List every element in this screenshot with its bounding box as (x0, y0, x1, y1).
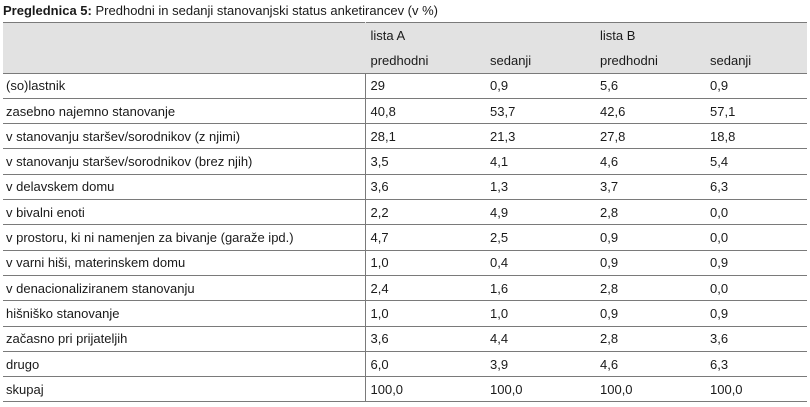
value-cell: 0,9 (705, 250, 807, 275)
value-cell: 0,9 (595, 225, 705, 250)
value-cell: 2,8 (595, 200, 705, 225)
value-cell: 3,6 (365, 174, 485, 199)
table-row (3, 301, 807, 326)
value-cell: 3,6 (705, 326, 807, 351)
table-row (3, 73, 807, 98)
value-cell: 29 (365, 73, 485, 98)
value-cell: 1,0 (365, 250, 485, 275)
value-cell: 0,9 (595, 301, 705, 326)
value-cell: 1,3 (485, 174, 595, 199)
value-cell: 4,4 (485, 326, 595, 351)
value-cell: 0,9 (595, 250, 705, 275)
row-label: (so)lastnik (3, 73, 365, 98)
value-cell: 0,9 (705, 73, 807, 98)
value-cell: 5,6 (595, 73, 705, 98)
value-cell: 100,0 (595, 377, 705, 402)
row-label: v varni hiši, materinskem domu (3, 250, 365, 275)
table-row (3, 351, 807, 376)
value-cell: 0,4 (485, 250, 595, 275)
header-group-a: lista A (365, 23, 485, 48)
row-label: v bivalni enoti (3, 200, 365, 225)
row-label: drugo (3, 351, 365, 376)
header-blank-cell (3, 23, 365, 48)
header-a-sedanji: sedanji (485, 48, 595, 73)
table-row (3, 275, 807, 300)
value-cell: 6,0 (365, 351, 485, 376)
table-row (3, 124, 807, 149)
value-cell: 4,9 (485, 200, 595, 225)
value-cell: 27,8 (595, 124, 705, 149)
value-cell: 4,6 (595, 351, 705, 376)
value-cell: 21,3 (485, 124, 595, 149)
value-cell: 6,3 (705, 174, 807, 199)
value-cell: 1,6 (485, 275, 595, 300)
value-cell: 2,4 (365, 275, 485, 300)
row-label: v prostoru, ki ni namenjen za bivanje (garaže ipd.) (3, 225, 365, 250)
header-row-sub (3, 48, 807, 73)
table-row (3, 377, 807, 402)
value-cell: 2,5 (485, 225, 595, 250)
value-cell: 3,9 (485, 351, 595, 376)
row-label: v stanovanju staršev/sorodnikov (z njimi) (3, 124, 365, 149)
table-row (3, 326, 807, 351)
value-cell: 6,3 (705, 351, 807, 376)
row-label: v denacionaliziranem stanovanju (3, 275, 365, 300)
value-cell: 4,7 (365, 225, 485, 250)
value-cell: 2,2 (365, 200, 485, 225)
table-caption (3, 3, 438, 19)
table-row (3, 225, 807, 250)
table-row (3, 174, 807, 199)
row-label: zasebno najemno stanovanje (3, 98, 365, 123)
header-blank-cell (3, 48, 365, 73)
row-label: skupaj (3, 377, 365, 402)
value-cell: 57,1 (705, 98, 807, 123)
value-cell: 0,0 (705, 225, 807, 250)
value-cell: 1,0 (485, 301, 595, 326)
value-cell: 53,7 (485, 98, 595, 123)
value-cell: 4,1 (485, 149, 595, 174)
value-cell: 0,9 (705, 301, 807, 326)
caption-label: Preglednica 5: (3, 3, 92, 18)
value-cell: 2,8 (595, 326, 705, 351)
value-cell: 3,6 (365, 326, 485, 351)
status-table (3, 22, 807, 402)
value-cell: 40,8 (365, 98, 485, 123)
header-group-b-gap (705, 23, 807, 48)
value-cell: 42,6 (595, 98, 705, 123)
value-cell: 2,8 (595, 275, 705, 300)
value-cell: 5,4 (705, 149, 807, 174)
value-cell: 3,7 (595, 174, 705, 199)
row-label: v stanovanju staršev/sorodnikov (brez njih) (3, 149, 365, 174)
row-label: začasno pri prijateljih (3, 326, 365, 351)
header-b-predhodni: predhodni (595, 48, 705, 73)
header-row-groups (3, 23, 807, 48)
header-a-predhodni: predhodni (365, 48, 485, 73)
value-cell: 3,5 (365, 149, 485, 174)
value-cell: 100,0 (365, 377, 485, 402)
table-row (3, 200, 807, 225)
value-cell: 28,1 (365, 124, 485, 149)
value-cell: 1,0 (365, 301, 485, 326)
value-cell: 0,0 (705, 200, 807, 225)
value-cell: 0,0 (705, 275, 807, 300)
table-row (3, 98, 807, 123)
caption-text: Predhodni in sedanji stanovanjski status anketirancev (v %) (95, 3, 439, 18)
table-row (3, 250, 807, 275)
value-cell: 4,6 (595, 149, 705, 174)
value-cell: 100,0 (705, 377, 807, 402)
header-group-b: lista B (595, 23, 705, 48)
row-label: hišniško stanovanje (3, 301, 365, 326)
value-cell: 100,0 (485, 377, 595, 402)
table-row (3, 149, 807, 174)
header-group-a-gap (485, 23, 595, 48)
value-cell: 18,8 (705, 124, 807, 149)
value-cell: 0,9 (485, 73, 595, 98)
row-label: v delavskem domu (3, 174, 365, 199)
header-b-sedanji: sedanji (705, 48, 807, 73)
